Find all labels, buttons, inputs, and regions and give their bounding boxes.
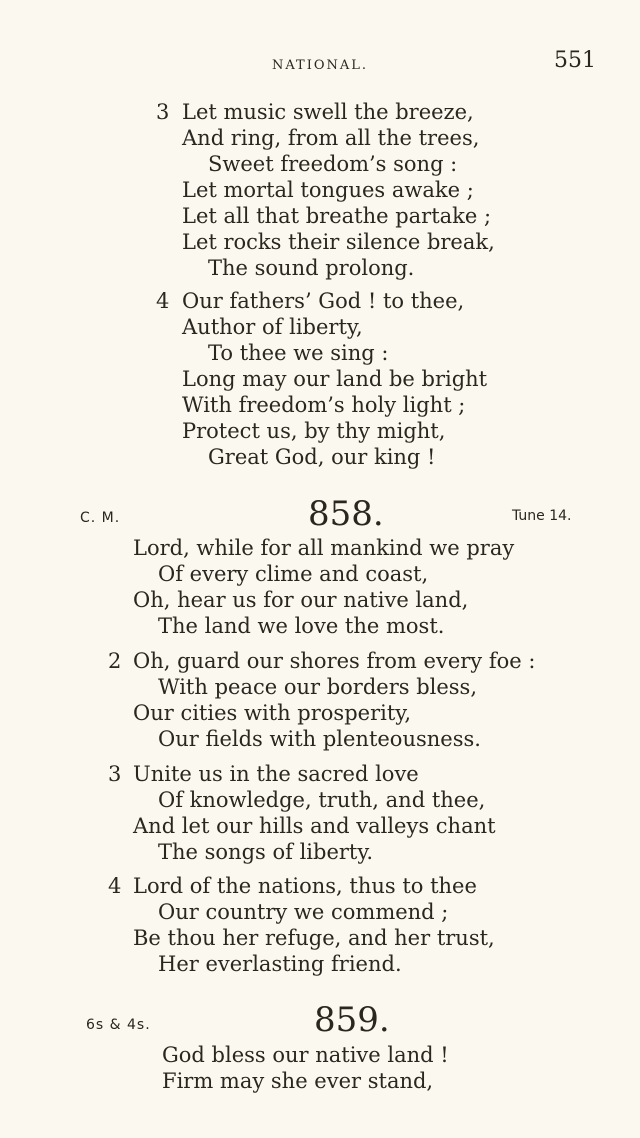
hymn-line: Be thou her refuge, and her trust, bbox=[133, 926, 495, 950]
hymn-line: Let all that breathe partake ; bbox=[182, 204, 492, 228]
hymn-line: Unite us in the sacred love bbox=[133, 762, 419, 786]
verse-number: 3 bbox=[156, 100, 170, 124]
hymn-meter: 6s & 4s. bbox=[86, 1017, 151, 1033]
hymn-line: Sweet freedom’s song : bbox=[208, 152, 458, 176]
hymn-line: Our fathers’ God ! to thee, bbox=[182, 289, 465, 313]
hymn-line: With peace our borders bless, bbox=[158, 675, 478, 699]
hymn-number: 859. bbox=[314, 1000, 390, 1040]
hymn-line: Lord, while for all mankind we pray bbox=[133, 536, 515, 560]
hymn-line: Oh, hear us for our native land, bbox=[133, 588, 469, 612]
hymn-line: With freedom’s holy light ; bbox=[182, 393, 466, 417]
hymn-line: God bless our native land ! bbox=[162, 1043, 449, 1067]
hymn-line: Her everlasting friend. bbox=[158, 952, 402, 976]
hymn-line: To thee we sing : bbox=[208, 341, 389, 365]
hymn-number: 858. bbox=[308, 494, 384, 534]
hymn-line: Let rocks their silence break, bbox=[182, 230, 495, 254]
verse-number: 4 bbox=[156, 289, 170, 313]
hymn-line: Lord of the nations, thus to thee bbox=[133, 874, 477, 898]
hymn-line: Great God, our king ! bbox=[208, 445, 436, 469]
hymn-line: Author of liberty, bbox=[182, 315, 363, 339]
hymn-line: The songs of liberty. bbox=[158, 840, 374, 864]
hymn-line: Our country we commend ; bbox=[158, 900, 449, 924]
running-title: NATIONAL. bbox=[271, 58, 369, 73]
hymn-line: Let mortal tongues awake ; bbox=[182, 178, 474, 202]
hymn-line: And ring, from all the trees, bbox=[182, 126, 480, 150]
hymn-line: Firm may she ever stand, bbox=[162, 1069, 434, 1093]
hymn-line: Oh, guard our shores from every foe : bbox=[133, 649, 536, 673]
hymn-line: Of knowledge, truth, and thee, bbox=[158, 788, 486, 812]
hymn-line: Our cities with prosperity, bbox=[133, 701, 412, 725]
hymn-line: And let our hills and valleys chant bbox=[133, 814, 496, 838]
hymn-line: Protect us, by thy might, bbox=[182, 419, 446, 443]
hymn-line: Our fields with plenteousness. bbox=[158, 727, 481, 751]
hymn-line: Let music swell the breeze, bbox=[182, 100, 474, 124]
verse-number: 4 bbox=[108, 874, 122, 898]
tune-reference: Tune 14. bbox=[512, 508, 572, 524]
hymn-line: The sound prolong. bbox=[208, 256, 415, 280]
verse-number: 2 bbox=[108, 649, 122, 673]
hymn-line: Long may our land be bright bbox=[182, 367, 488, 391]
hymn-meter: C. M. bbox=[80, 510, 121, 526]
verse-number: 3 bbox=[108, 762, 122, 786]
hymn-line: The land we love the most. bbox=[158, 614, 445, 638]
page-number: 551 bbox=[554, 48, 596, 73]
hymn-line: Of every clime and coast, bbox=[158, 562, 429, 586]
